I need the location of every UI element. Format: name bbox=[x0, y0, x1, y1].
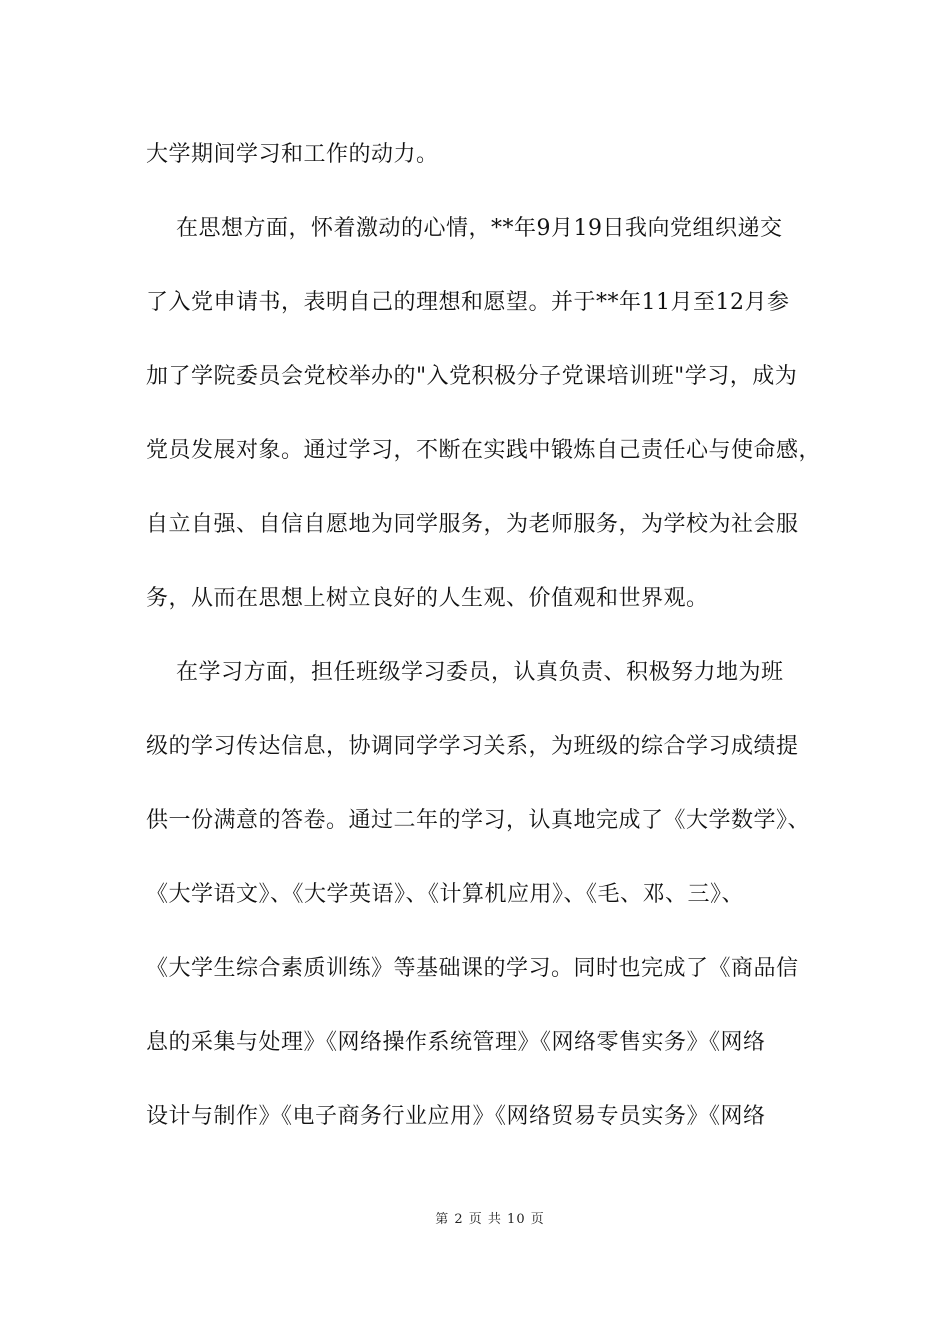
text-line: 了入党申请书，表明自己的理想和愿望。并于**年11月至12月参 bbox=[146, 290, 790, 315]
text-line: 大学期间学习和工作的动力。 bbox=[146, 142, 439, 167]
text-line: 党员发展对象。通过学习，不断在实践中锻炼自己责任心与使命感， bbox=[146, 438, 822, 463]
text-line: 设计与制作》《电子商务行业应用》《网络贸易专员实务》《网络 bbox=[146, 1104, 766, 1129]
text-line: 《大学语文》、《大学英语》、《计算机应用》、《毛、邓、三》、 bbox=[146, 882, 745, 907]
text-line: 《大学生综合素质训练》等基础课的学习。同时也完成了《商品信 bbox=[146, 956, 799, 981]
page-number-footer: 第 2 页 共 10 页 bbox=[435, 1212, 545, 1227]
body-text bbox=[146, 128, 846, 1164]
text-line: 自立自强、自信自愿地为同学服务，为老师服务，为学校为社会服 bbox=[146, 512, 799, 537]
text-line: 供一份满意的答卷。通过二年的学习，认真地完成了《大学数学》、 bbox=[146, 808, 811, 833]
text-line: 息的采集与处理》《网络操作系统管理》《网络零售实务》《网络 bbox=[146, 1030, 766, 1055]
text-line: 在学习方面，担任班级学习委员，认真负责、积极努力地为班 bbox=[146, 660, 784, 685]
text-line: 在思想方面，怀着激动的心情，**年9月19日我向党组织递交 bbox=[146, 216, 783, 241]
text-line: 级的学习传达信息，协调同学学习关系，为班级的综合学习成绩提 bbox=[146, 734, 799, 759]
text-line: 加了学院委员会党校举办的"入党积极分子党课培训班"学习，成为 bbox=[146, 364, 798, 389]
text-line: 务，从而在思想上树立良好的人生观、价值观和世界观。 bbox=[146, 586, 709, 611]
